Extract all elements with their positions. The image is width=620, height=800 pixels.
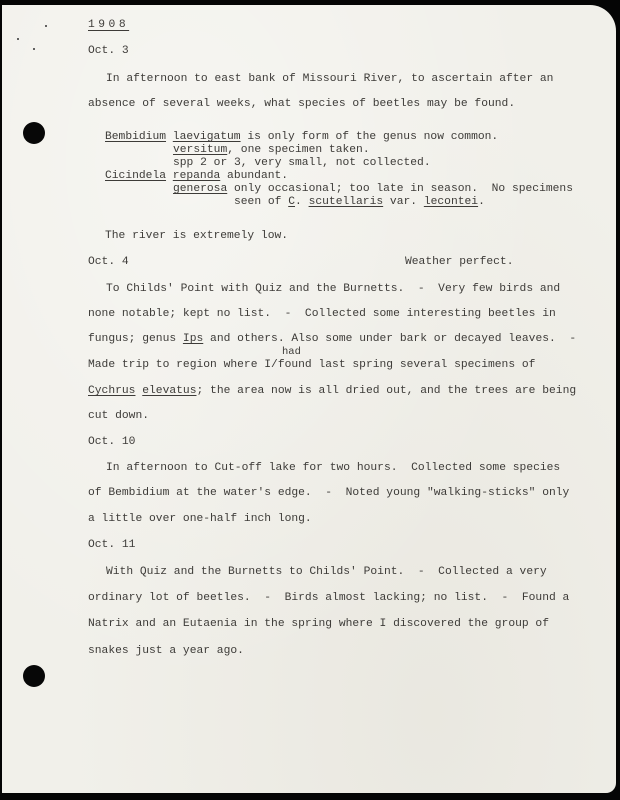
paragraph-line: ordinary lot of beetles. - Birds almost lacking; no list. - Found a [88, 592, 570, 604]
typed-insertion: had [282, 346, 301, 358]
species-line [173, 183, 573, 196]
text: and others. Also some under bark or decayed leaves. - [203, 333, 577, 345]
genus-name: Cychrus [88, 385, 136, 397]
text: . [478, 196, 485, 208]
species-note: , one specimen taken. [227, 144, 370, 156]
paragraph-line: Natrix and an Eutaenia in the spring where I discovered the group of [88, 618, 549, 630]
species-name: laevigatum [172, 131, 241, 143]
species-note: abundant. [220, 170, 289, 182]
ink-speck [45, 25, 47, 27]
genus-name: Ips [182, 333, 204, 345]
entry-date-oct-3: Oct. 3 [88, 45, 129, 57]
text: fungus; genus [88, 333, 183, 345]
text: ; the area now is all dried out, and the trees are being [196, 385, 577, 397]
text: var. [383, 196, 424, 208]
typed-page [2, 5, 616, 793]
paragraph-line: With Quiz and the Burnetts to Childs' Point. - Collected a very [106, 566, 547, 578]
genus-abbr: C [288, 196, 296, 208]
species-line [105, 131, 498, 144]
species-name: generosa [173, 183, 228, 195]
species-name: repanda [172, 170, 221, 182]
paragraph-line: The river is extremely low. [105, 230, 289, 242]
paragraph-line: cut down. [88, 410, 150, 422]
species-line [234, 196, 485, 209]
paragraph-line: none notable; kept no list. - Collected some interesting beetles in [88, 308, 556, 320]
weather-note: Weather perfect. [405, 256, 514, 268]
ink-speck [33, 48, 35, 50]
ink-speck [17, 38, 19, 40]
paragraph-line [88, 333, 576, 346]
paragraph-line: snakes just a year ago. [88, 645, 244, 657]
species-name: scutellaris [308, 196, 384, 208]
variety-name: lecontei [423, 196, 479, 208]
paragraph-line: of Bembidium at the water's edge. - Noted young "walking-sticks" only [88, 487, 570, 499]
genus-name: Cicindela [105, 170, 167, 182]
species-line [173, 144, 370, 157]
genus-name: Bembidium [105, 131, 167, 143]
entry-date-oct-10: Oct. 10 [88, 436, 136, 448]
paragraph-line: absence of several weeks, what species of beetles may be found. [88, 98, 516, 110]
text: . [295, 196, 309, 208]
species-name: elevatus [142, 385, 197, 397]
species-name: versitum [173, 144, 228, 156]
paragraph-line: Made trip to region where I/found last spring several specimens of [88, 359, 536, 371]
paragraph-line [88, 385, 576, 398]
species-line: spp 2 or 3, very small, not collected. [173, 157, 431, 169]
entry-date-oct-11: Oct. 11 [88, 539, 136, 551]
paragraph-line: To Childs' Point with Quiz and the Burnetts. - Very few birds and [106, 283, 561, 295]
entry-date-oct-4: Oct. 4 [88, 256, 129, 268]
text: seen of [234, 196, 289, 208]
paragraph-line: a little over one-half inch long. [88, 513, 312, 525]
year-heading: 1908 [88, 19, 130, 31]
species-line [105, 170, 288, 183]
punch-hole-top [23, 122, 45, 144]
paragraph-line: In afternoon to east bank of Missouri River, to ascertain after an [106, 73, 554, 85]
species-note: only occasional; too late in season. No specimens [227, 183, 573, 195]
paragraph-line: In afternoon to Cut-off lake for two hours. Collected some species [106, 462, 561, 474]
punch-hole-bottom [23, 665, 45, 687]
species-note: is only form of the genus now common. [240, 131, 499, 143]
